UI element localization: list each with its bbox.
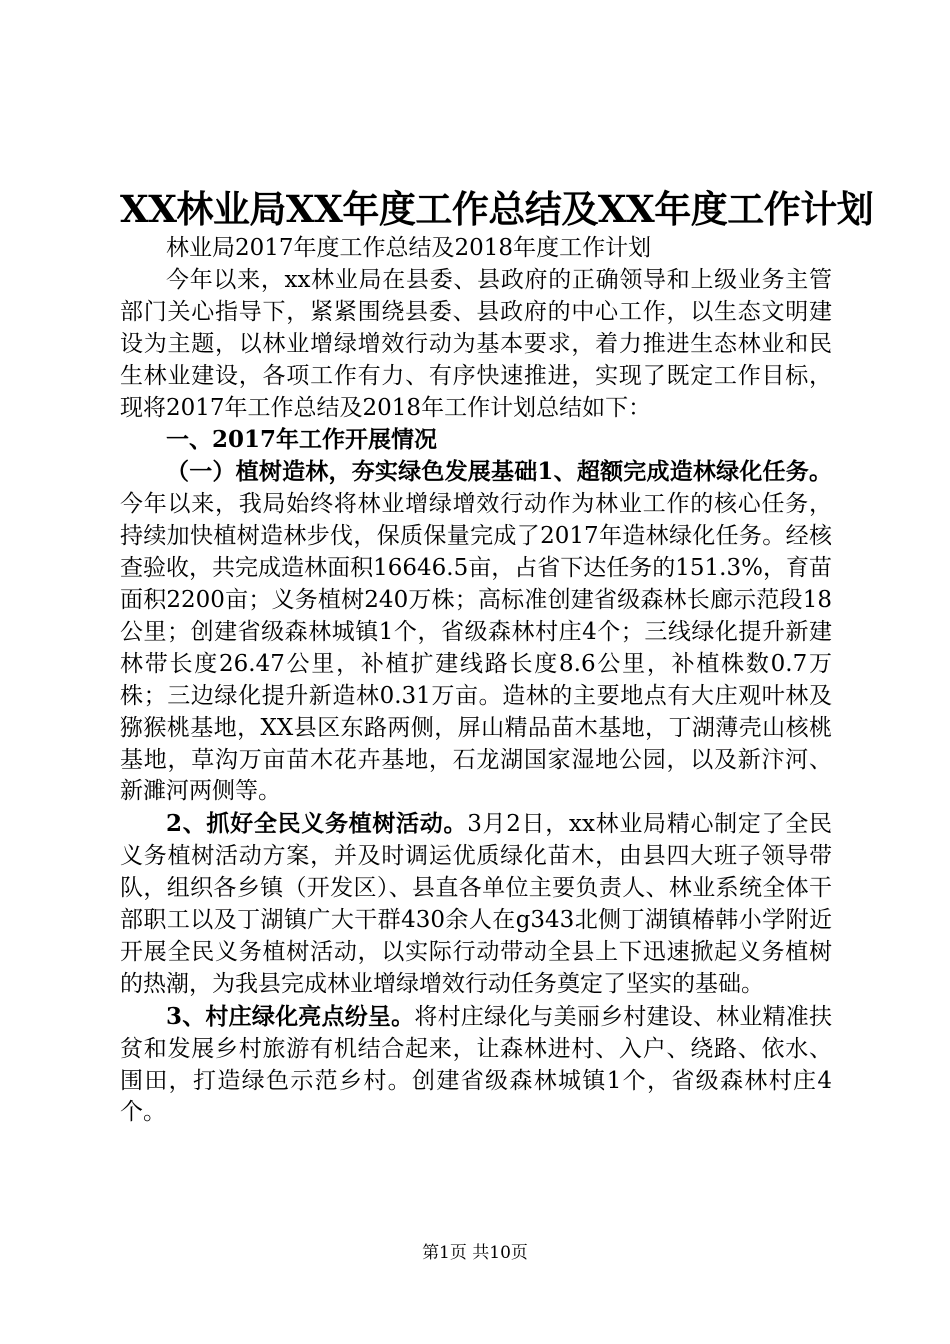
intro-paragraph: 今年以来，xx林业局在县委、县政府的正确领导和上级业务主管部门关心指导下，紧紧围绕县委、县政府的中心工作，以生态文明建设为主题，以林业增绿增效行动为基本要求，着力推进生态林业和民生林业建设，各项工作有力、有序快速推进，实现了既定工作目标，现将2017年工作总结及2018年工作计划总结如下： [120, 266, 832, 421]
subtitle-paragraph: 林业局2017年度工作总结及2018年度工作计划 [166, 235, 652, 261]
item-body-3: 将村庄绿化与美丽乡村建设、林业精准扶贫和发展乡村旅游有机结合起来，让森林进村、入户、绕路、依水、围田，打造绿色示范乡村。创建省级森林城镇1个，省级森林村庄4个。 [120, 1003, 832, 1126]
item-lead-2: 2、抓好全民义务植树活动。 [166, 810, 468, 838]
document-title: XX林业局XX年度工作总结及XX年度工作计划 [120, 187, 874, 231]
item-body-1: 今年以来，我局始终将林业增绿增效行动作为林业工作的核心任务，持续加快植树造林步伐，保质保量完成了2017年造林绿化任务。经核查验收，共完成造林面积16646.5亩，占省下达任务的151.3%，育苗面积2200亩；义务植树240万株；高标准创建省级森林长廊示范段18公里；创建省级森林城镇1个，省级森林村庄4个；三线绿化提升新建林带长度26.47公里，补植扩建线路长度8.6公里，补植株数0.7万株；三边绿化提升新造林0.31万亩。造林的主要地点有大庄观叶林及猕猴桃基地，XX县区东路两侧，屏山精品苗木基地，丁湖薄壳山核桃基地，草沟万亩苗木花卉基地，石龙湖国家湿地公园，以及新汴河、新濉河两侧等。 [120, 491, 832, 805]
item-body-2: 3月2日，xx林业局精心制定了全民义务植树活动方案，并及时调运优质绿化苗木，由县四大班子领导带队，组织各乡镇（开发区）、县直各单位主要负责人、林业系统全体干部职工以及丁湖镇广大干群430余人在g343北侧丁湖镇椿韩小学附近开展全民义务植树活动，以实际行动带动全县上下迅速掀起义务植树的热潮，为我县完成林业增绿增效行动任务奠定了坚实的基础。 [120, 811, 832, 997]
item-paragraph-1 [120, 456, 832, 808]
item-paragraph-3 [120, 1001, 832, 1130]
item-paragraph-2 [120, 808, 832, 1000]
page-footer: 第1页 共10页 [422, 1243, 528, 1263]
item-lead-3: 3、村庄绿化亮点纷呈。 [166, 1002, 415, 1030]
document-body [120, 233, 832, 1129]
section-heading: 一、2017年工作开展情况 [166, 426, 438, 454]
item-lead-1: （一）植树造林，夯实绿色发展基础1、超额完成造林绿化任务。 [166, 458, 832, 486]
